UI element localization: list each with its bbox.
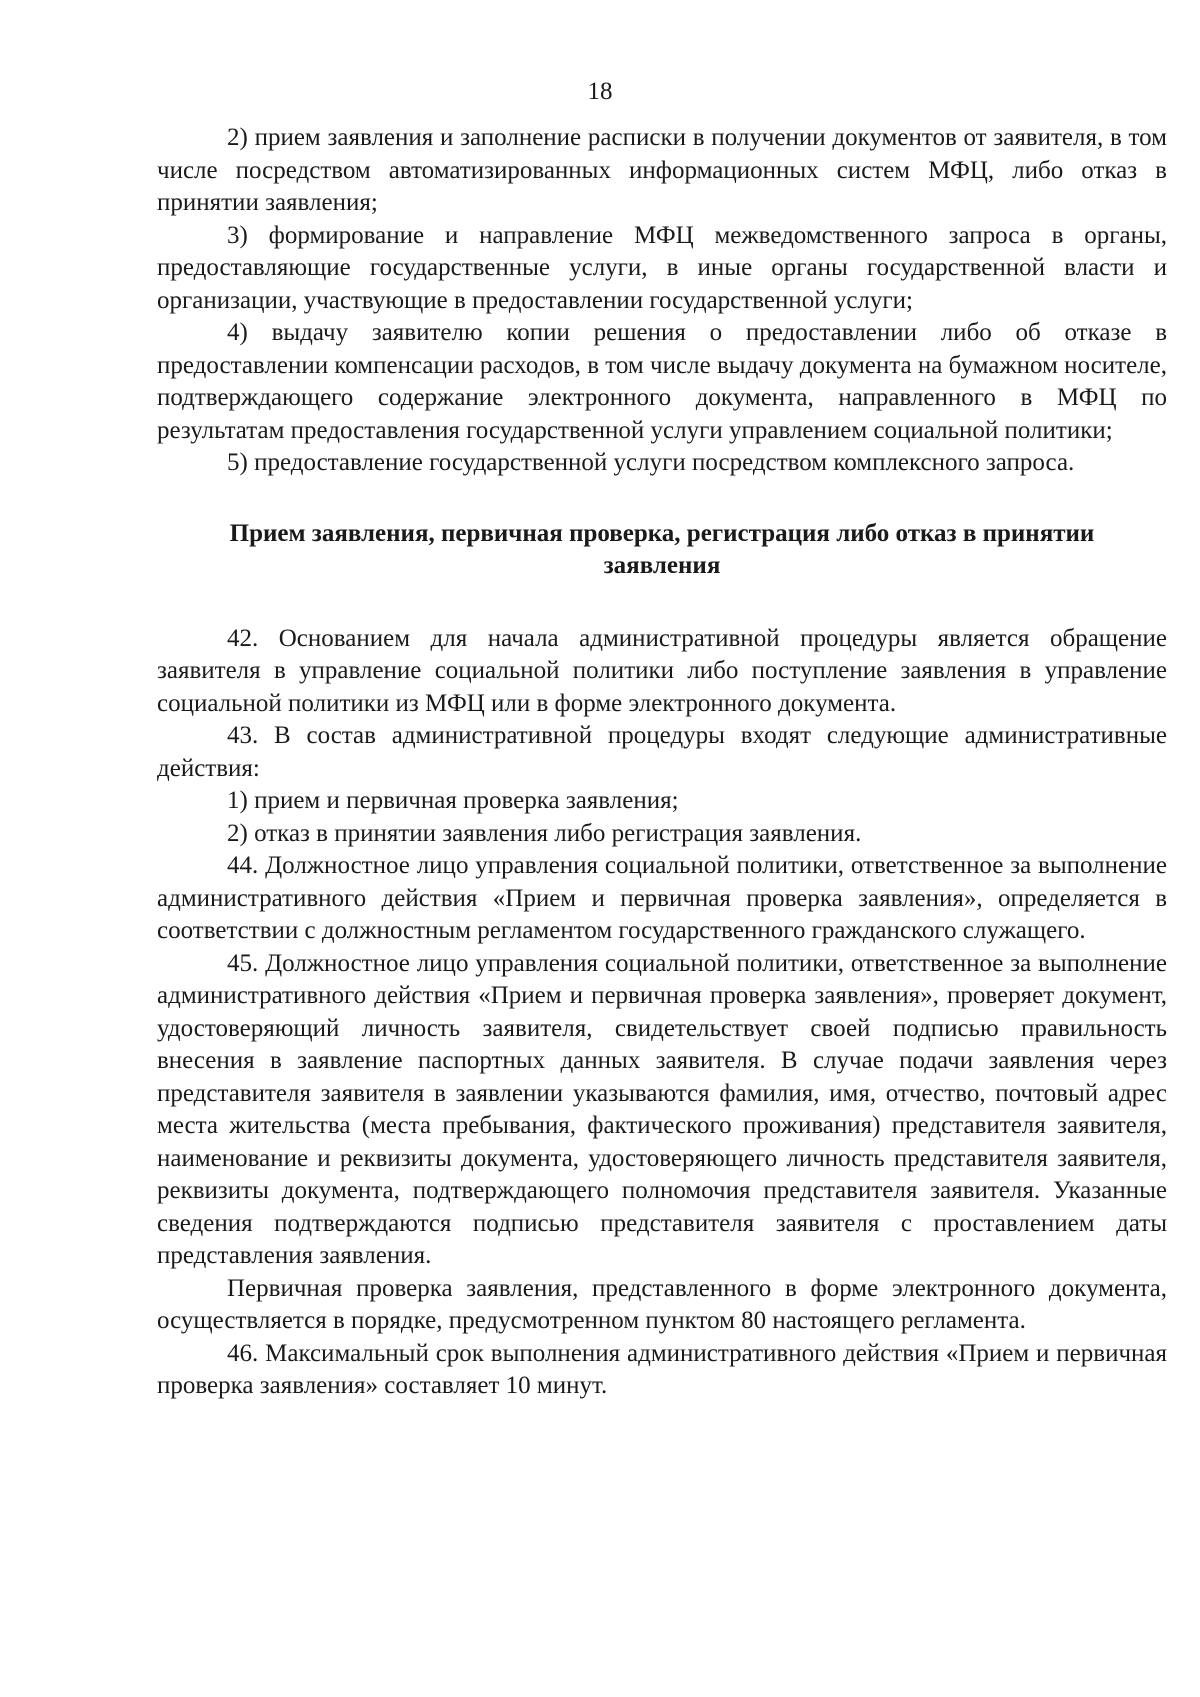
paragraph-42: 42. Основанием для начала административной процедуры является обращение заявителя в управление социальной политики либо поступление заявления в управление социальной политики из МФЦ или в форме электронного документа. bbox=[157, 624, 1167, 717]
page-number: 18 bbox=[587, 78, 613, 105]
paragraph-44: 44. Должностное лицо управления социальной политики, ответственное за выполнение административного действия «Прием и первичная проверка заявления», определяется в соответствии с должностным регламентом государственного гражданского служащего. bbox=[157, 852, 1167, 944]
list-item-3: 3) формирование и направление МФЦ межведомственного запроса в органы, предоставляющие государственные услуги, в иные органы государственной власти и организации, участвующие в предоставлении государственной услуги; bbox=[157, 221, 1167, 314]
paragraph-43-item-1: 1) прием и первичная проверка заявления; bbox=[227, 787, 679, 814]
list-item-2: 2) прием заявления и заполнение расписки в получении документов от заявителя, в том числе посредством автоматизированных информационных систем МФЦ, либо отказ в принятии заявления; bbox=[157, 124, 1167, 216]
list-item-4: 4) выдачу заявителю копии решения о предоставлении либо об отказе в предоставлении компенсации расходов, в том числе выдачу документа на бумажном носителе, подтверждающего содержание электронного документа, направленного в МФЦ по результатам предоставления государственной услуги управлением социальной политики; bbox=[157, 319, 1167, 444]
section-heading: Прием заявления, первичная проверка, регистрация либо отказ в принятии заявления bbox=[229, 519, 1095, 579]
document-body bbox=[157, 122, 1167, 1403]
paragraph-46: 46. Максимальный срок выполнения административного действия «Прием и первичная проверка заявления» составляет 10 минут. bbox=[157, 1339, 1167, 1399]
paragraph-43-item-2: 2) отказ в принятии заявления либо регистрация заявления. bbox=[227, 819, 862, 847]
list-item-5: 5) предоставление государственной услуги посредством комплексного запроса. bbox=[227, 449, 1075, 476]
paragraph-43: 43. В состав административной процедуры входят следующие административные действия: bbox=[157, 722, 1167, 782]
paragraph-45-continuation: Первичная проверка заявления, представленного в форме электронного документа, осуществляется в порядке, предусмотренном пунктом 80 настоящего регламента. bbox=[157, 1274, 1167, 1334]
paragraph-45: 45. Должностное лицо управления социальной политики, ответственное за выполнение административного действия «Прием и первичная проверка заявления», проверяет документ, удостоверяющий личность заявителя, свидетельствует своей подписью правильность внесения в заявление паспортных данных заявителя. В случае подачи заявления через представителя заявителя в заявлении указываются фамилия, имя, отчество, почтовый адрес места жительства (места пребывания, фактического проживания) представителя заявителя, наименование и реквизиты документа, удостоверяющего личность представителя заявителя, реквизиты документа, подтверждающего полномочия представителя заявителя. Указанные сведения подтверждаются подписью представителя заявителя с проставлением даты представления заявления. bbox=[157, 949, 1167, 1269]
